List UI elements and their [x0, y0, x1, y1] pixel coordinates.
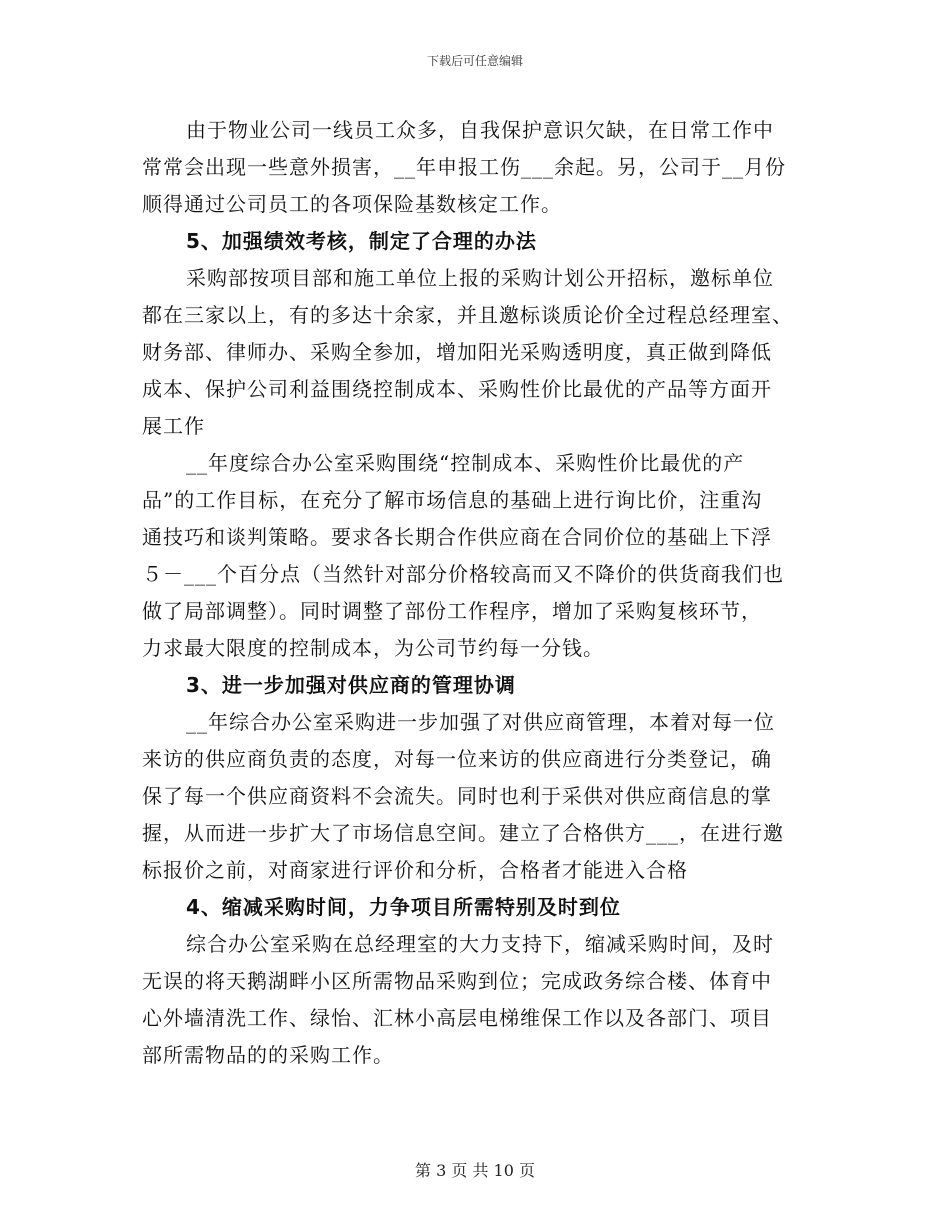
paragraph-line: 标报价之前，对商家进行评价和分析，合格者才能进入合格 [142, 858, 688, 882]
paragraph-line: 无误的将天鹅湖畔小区所需物品采购到位；完成政务综合楼、体育中 [142, 969, 772, 993]
section-heading: 5、加强绩效考核，制定了合理的办法 [186, 229, 537, 253]
page-footer: 第 3 页 共 10 页 [415, 1161, 535, 1180]
paragraph-line: __年综合办公室采购进一步加强了对供应商管理，本着对每一位 [186, 710, 775, 734]
paragraph-line: 综合办公室采购在总经理室的大力支持下，缩减采购时间，及时 [186, 932, 774, 956]
paragraph-line: 力求最大限度的控制成本，为公司节约每一分钱。 [142, 636, 604, 660]
paragraph-line: 展工作 [142, 414, 205, 438]
paragraph-line: 通技巧和谈判策略。要求各长期合作供应商在合同价位的基础上下浮 [142, 525, 772, 549]
section-heading: 3、进一步加强对供应商的管理协调 [186, 673, 516, 697]
document-body [142, 112, 807, 1074]
paragraph-line: 部所需物品的的采购工作。 [142, 1043, 394, 1067]
page-header: 下载后可任意编辑 [426, 54, 523, 68]
paragraph-line: 常常会出现一些意外损害，__年申报工伤___余起。另，公司于__月份 [142, 155, 786, 179]
paragraph-line: __年度综合办公室采购围绕“控制成本、采购性价比最优的产 [186, 451, 745, 475]
paragraph-line: 成本、保护公司利益围绕控制成本、采购性价比最优的产品等方面开 [142, 377, 772, 401]
paragraph-line: 心外墙清洗工作、绿怡、汇林小高层电梯维保工作以及各部门、项目 [142, 1006, 772, 1030]
paragraph-line: 都在三家以上，有的多达十余家，并且邀标谈质论价全过程总经理室、 [142, 303, 793, 327]
paragraph-line: 顺得通过公司员工的各项保险基数核定工作。 [142, 192, 562, 216]
paragraph-line: ５－___个百分点（当然针对部分价格较高而又不降价的供货商我们也 [142, 562, 784, 586]
section-heading: 4、缩减采购时间，力争项目所需特别及时到位 [186, 895, 621, 919]
paragraph-line: 采购部按项目部和施工单位上报的采购计划公开招标，邀标单位 [186, 266, 774, 290]
paragraph-line: 由于物业公司一线员工众多，自我保护意识欠缺，在日常工作中 [186, 118, 774, 142]
paragraph-line: 财务部、律师办、采购全参加，增加阳光采购透明度，真正做到降低 [142, 340, 772, 364]
paragraph-line: 握，从而进一步扩大了市场信息空间。建立了合格供方___，在进行邀 [142, 821, 784, 845]
paragraph-line: 保了每一个供应商资料不会流失。同时也利于采供对供应商信息的掌 [142, 784, 772, 808]
paragraph-line: 来访的供应商负责的态度，对每一位来访的供应商进行分类登记，确 [142, 747, 772, 771]
paragraph-line: 做了局部调整）。同时调整了部份工作程序，增加了采购复核环节， [142, 599, 762, 623]
paragraph-line: 品”的工作目标，在充分了解市场信息的基础上进行询比价，注重沟 [142, 488, 763, 512]
